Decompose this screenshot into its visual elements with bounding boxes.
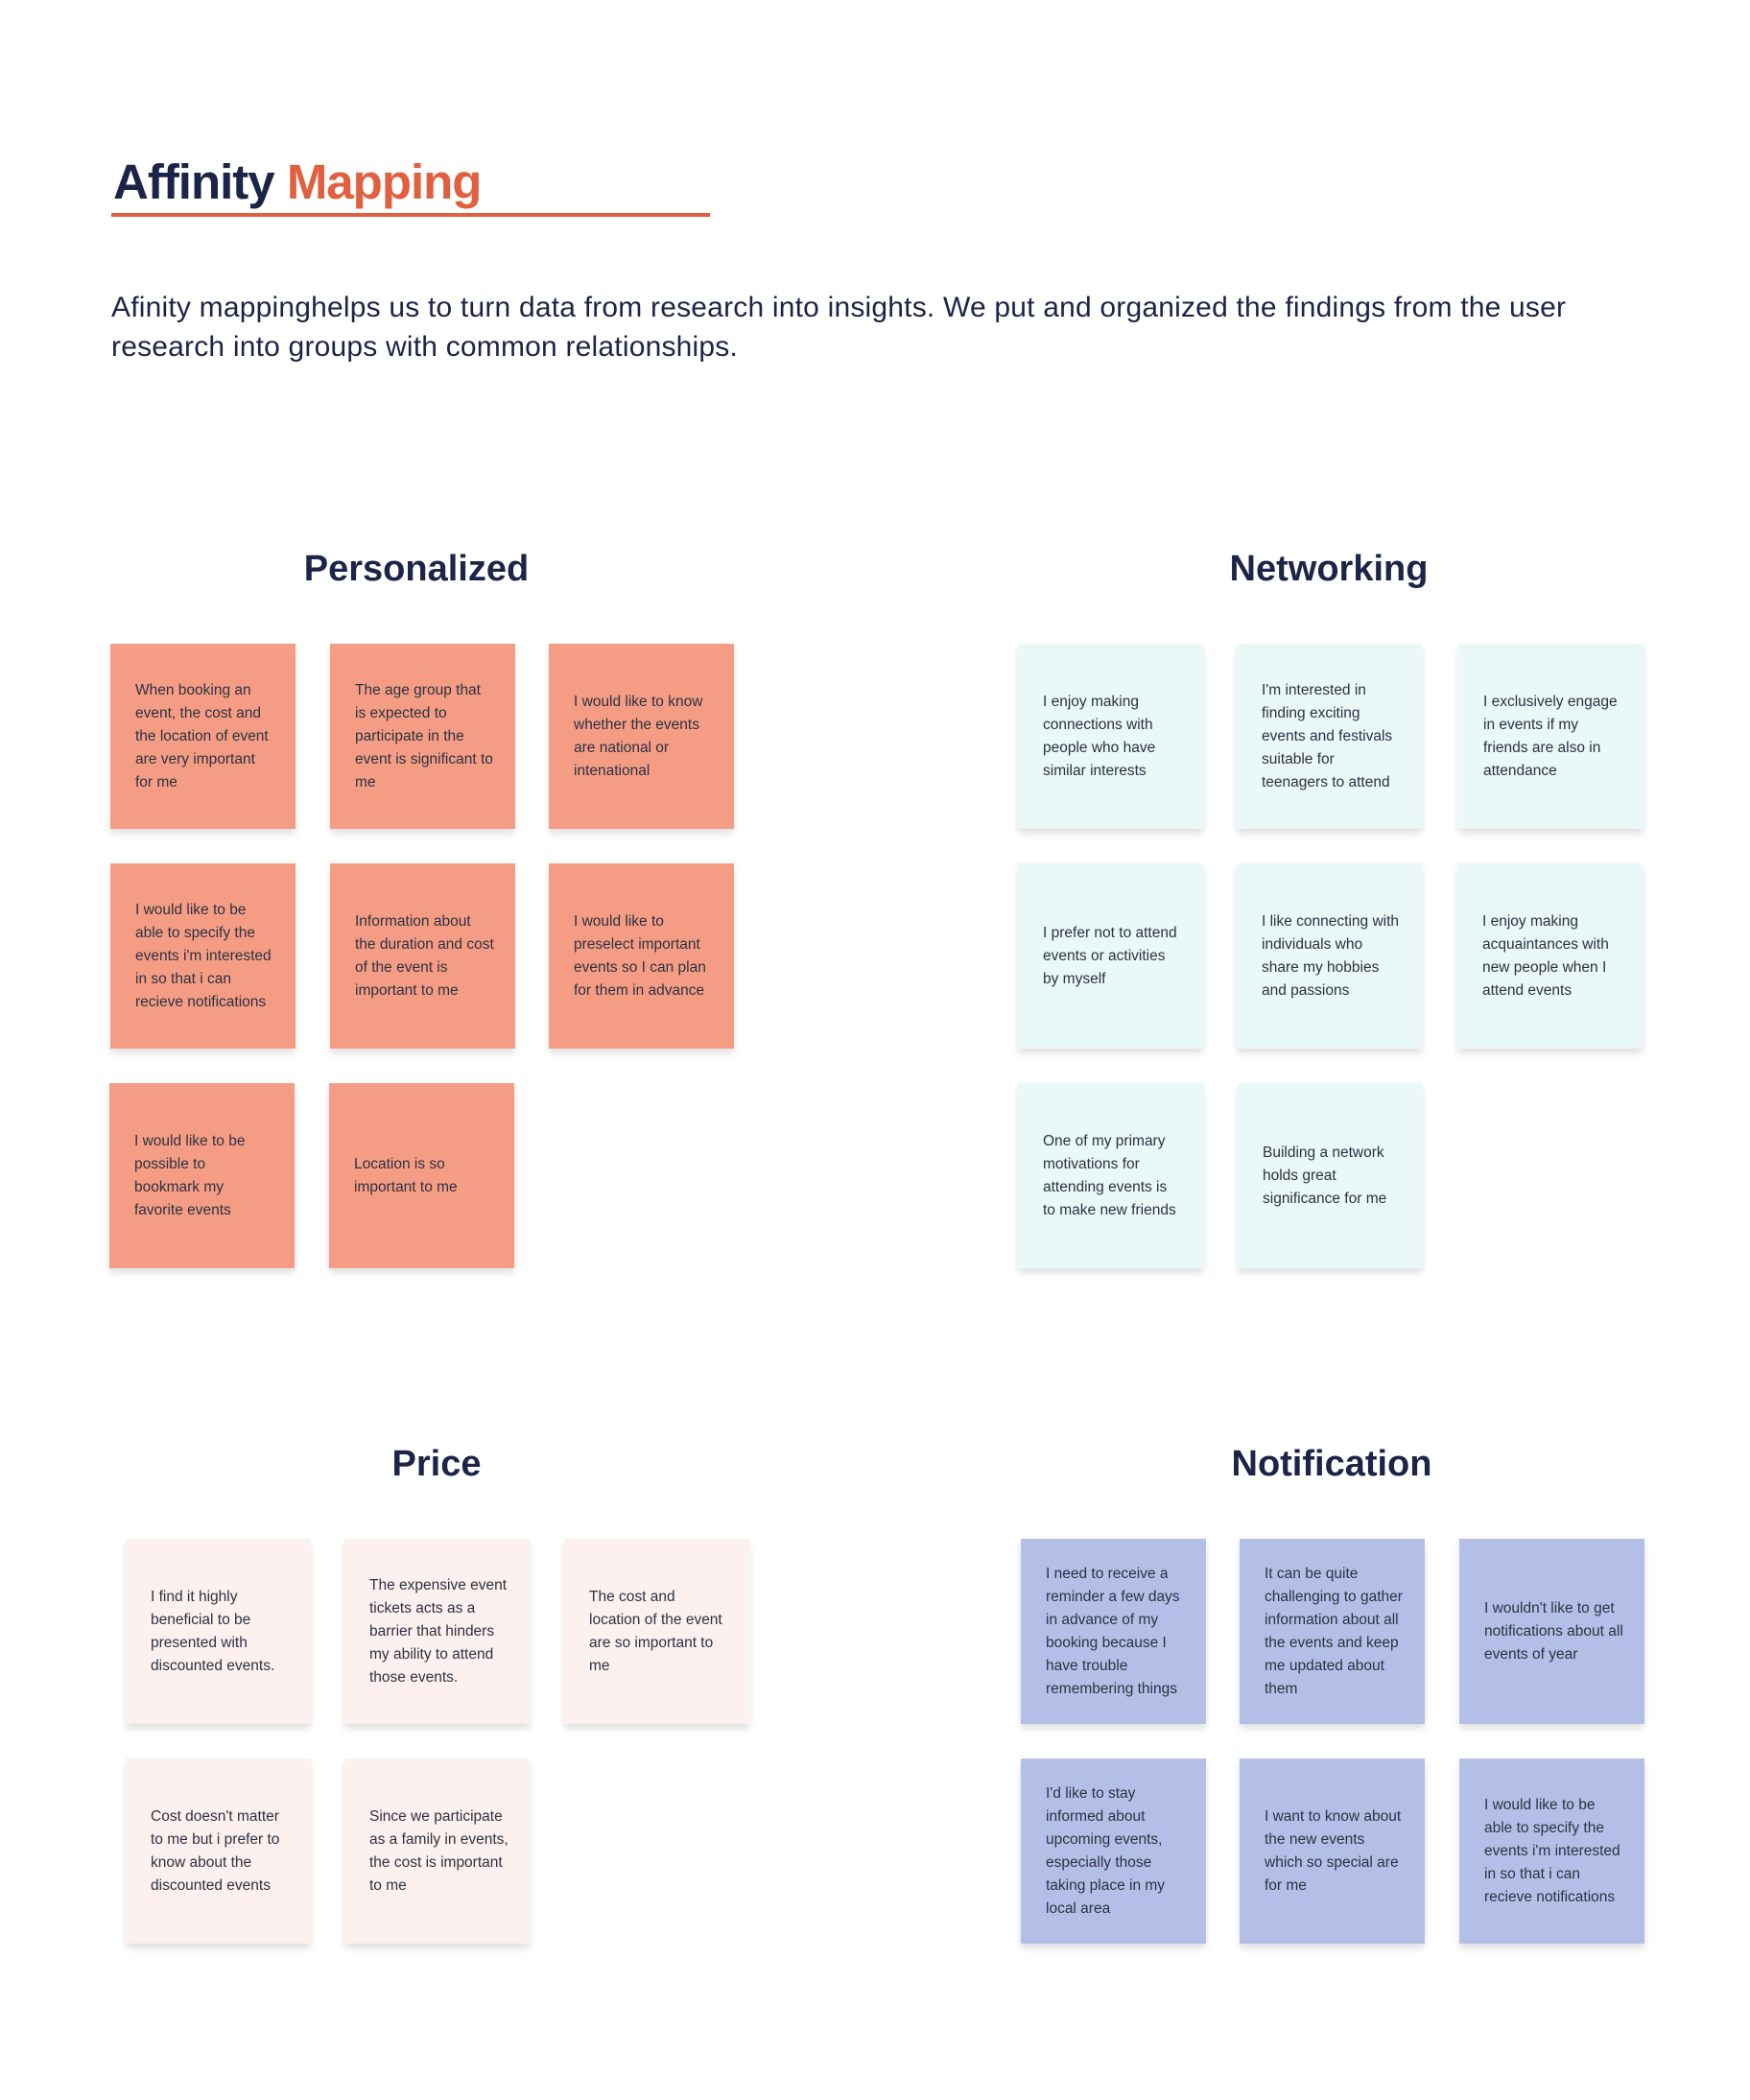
intro-paragraph: Afinity mappinghelps us to turn data from research into insights. We put and organized the findings from the user research into groups with common relationships. bbox=[111, 292, 1567, 363]
note-text: Information about the duration and cost of the event is important to me bbox=[355, 912, 494, 999]
sticky-note bbox=[1240, 1539, 1425, 1724]
note-text: One of my primary motivations for attending events is to make new friends bbox=[1043, 1132, 1176, 1218]
sticky-note bbox=[1018, 863, 1203, 1049]
group-title-price: Price bbox=[391, 1444, 482, 1484]
note-text: I would like to know whether the events are national or intenational bbox=[574, 693, 703, 779]
sticky-note bbox=[329, 1083, 514, 1268]
note-text: I want to know about the new events which so special are for me bbox=[1265, 1807, 1402, 1894]
note-text: The age group that is expected to participate in the event is significant to me bbox=[355, 681, 493, 790]
sticky-note bbox=[126, 1758, 311, 1944]
sticky-note bbox=[1457, 863, 1643, 1049]
sticky-note bbox=[1237, 863, 1422, 1049]
note-text: I'm interested in finding exciting events and festivals suitable for teenagers to attend bbox=[1262, 681, 1393, 790]
note-text: Cost doesn't matter to me but i prefer to know about the discounted events bbox=[151, 1807, 280, 1894]
group-title-personalized: Personalized bbox=[303, 549, 530, 589]
note-text: I'd like to stay informed about upcoming events, especially those taking place in my local area bbox=[1046, 1784, 1166, 1917]
note-text: I wouldn't like to get notifications about all events of year bbox=[1484, 1599, 1623, 1663]
sticky-note bbox=[1021, 1539, 1206, 1724]
page-title-part2: Mapping bbox=[286, 154, 482, 209]
note-text: Since we participate as a family in events, the cost is important to me bbox=[369, 1807, 508, 1894]
sticky-note bbox=[1021, 1758, 1206, 1944]
group-title-networking: Networking bbox=[1229, 549, 1429, 589]
sticky-note bbox=[1238, 1083, 1423, 1268]
note-text: I enjoy making connections with people who have similar interests bbox=[1043, 693, 1156, 779]
page-title bbox=[113, 153, 481, 210]
sticky-note bbox=[330, 644, 515, 829]
sticky-note bbox=[549, 863, 734, 1049]
sticky-note bbox=[564, 1539, 749, 1724]
sticky-note bbox=[330, 863, 515, 1049]
note-text: I exclusively engage in events if my friends are also in attendance bbox=[1483, 693, 1618, 779]
sticky-note bbox=[109, 1083, 295, 1268]
note-text: Building a network holds great significance for me bbox=[1263, 1144, 1387, 1207]
note-text: I would like to be possible to bookmark my favorite events bbox=[134, 1132, 246, 1218]
sticky-note bbox=[344, 1539, 530, 1724]
note-text: I would like to be able to specify the events i'm interested in so that i can recieve notifications bbox=[1484, 1796, 1620, 1905]
note-text: I find it highly beneficial to be presented with discounted events. bbox=[151, 1588, 275, 1674]
sticky-note bbox=[1018, 644, 1203, 829]
note-text: I would like to be able to specify the events i'm interested in so that i can recieve notifications bbox=[135, 901, 272, 1010]
note-text: I would like to preselect important events so I can plan for them in advance bbox=[574, 912, 706, 999]
note-text: The cost and location of the event are so important to me bbox=[589, 1588, 722, 1674]
note-text: The expensive event tickets acts as a barrier that hinders my ability to attend those events. bbox=[369, 1576, 508, 1686]
note-text: I like connecting with individuals who share my hobbies and passions bbox=[1262, 912, 1400, 999]
sticky-note bbox=[110, 863, 296, 1049]
sticky-note bbox=[549, 644, 734, 829]
note-text: It can be quite challenging to gather information about all the events and keep me updated about them bbox=[1265, 1565, 1403, 1697]
group-title-notification: Notification bbox=[1231, 1444, 1432, 1484]
sticky-note bbox=[344, 1758, 530, 1944]
sticky-note bbox=[126, 1539, 311, 1724]
note-text: Location is so important to me bbox=[354, 1155, 458, 1195]
note-text: When booking an event, the cost and the location of event are very important for me bbox=[135, 681, 269, 790]
sticky-note bbox=[1018, 1083, 1203, 1268]
note-text: I prefer not to attend events or activities by myself bbox=[1043, 924, 1177, 987]
sticky-note bbox=[1458, 644, 1644, 829]
sticky-note bbox=[110, 644, 296, 829]
sticky-note bbox=[1459, 1539, 1644, 1724]
sticky-note bbox=[1240, 1758, 1425, 1944]
title-underline bbox=[111, 213, 710, 217]
sticky-note bbox=[1237, 644, 1422, 829]
page-title-part1: Affinity bbox=[113, 154, 274, 209]
note-text: I enjoy making acquaintances with new people when I attend events bbox=[1482, 912, 1609, 999]
sticky-note bbox=[1459, 1758, 1644, 1944]
note-text: I need to receive a reminder a few days in advance of my booking because I have trouble remembering things bbox=[1046, 1565, 1180, 1697]
